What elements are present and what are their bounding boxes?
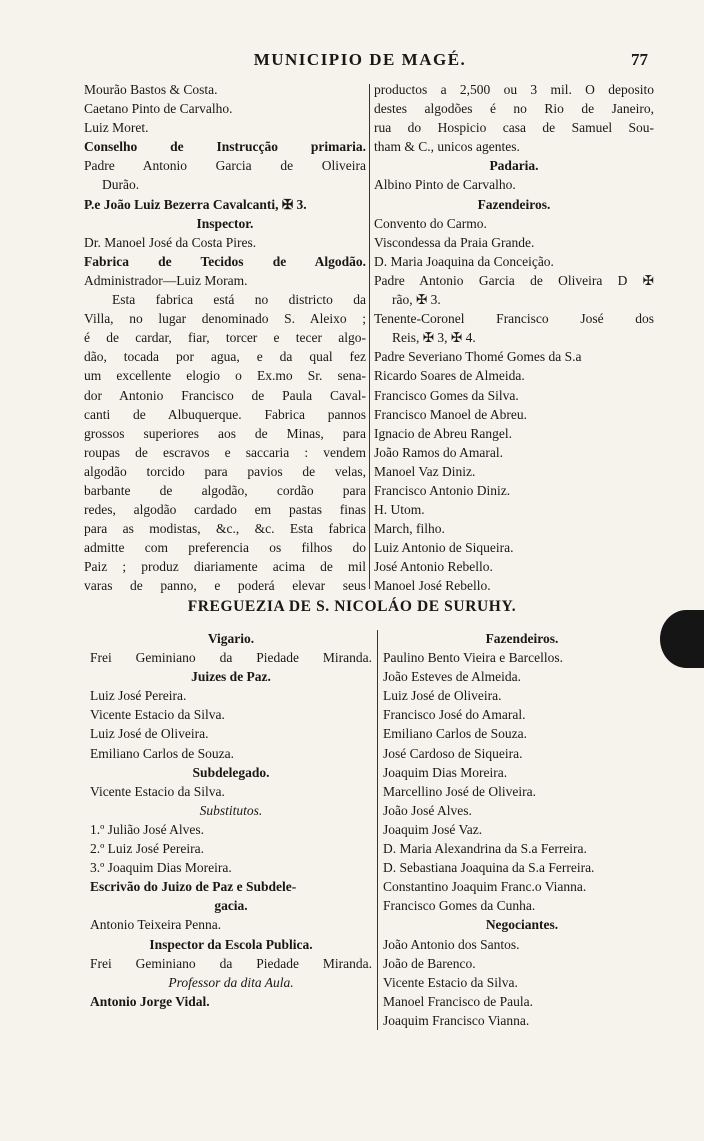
text-line: Esta fabrica está no districto da (112, 292, 366, 308)
ink-blot (660, 610, 704, 668)
section-heading: Fazendeiros. (477, 196, 551, 212)
text-line: P.e João Luiz Bezerra Cavalcanti, ✠ 3. (84, 196, 307, 212)
text-line: João Esteves de Almeida. (383, 669, 521, 685)
text-line: Antonio Teixeira Penna. (90, 917, 222, 933)
text-line: Durão. (102, 177, 140, 193)
text-line: Francisco Manoel de Abreu. (374, 406, 527, 422)
text-line: Caetano Pinto de Carvalho. (84, 101, 233, 117)
text-line: Paiz ; produz diariamente acima de mil (84, 559, 366, 575)
upper-right-column (374, 80, 654, 596)
text-line: tham & C., unicos agentes. (374, 139, 520, 155)
section-heading: Juizes de Paz. (191, 669, 271, 685)
section-heading: Inspector da Escola Publica. (149, 936, 313, 952)
section-heading: Inspector. (196, 215, 254, 231)
text-line: productos a 2,500 ou 3 mil. O deposito (374, 82, 654, 97)
text-line: Padre Antonio Garcia de Oliveira D ✠ (374, 272, 654, 288)
text-line: Convento do Carmo. (374, 215, 487, 231)
upper-left-column (84, 80, 366, 596)
text-line: 2.º Luiz José Pereira. (90, 841, 205, 857)
text-line: Professor da dita Aula. (168, 974, 294, 990)
text-line: Luiz José de Oliveira. (383, 688, 502, 704)
text-line: Frei Geminiano da Piedade Miranda. (90, 955, 372, 971)
running-header (0, 50, 704, 72)
text-line: dor Antonio Francisco de Paula Caval- (84, 387, 366, 403)
text-line: barbante de algodão, cordão para (84, 482, 366, 498)
text-line: Villa, no lugar denominado S. Aleixo ; (84, 311, 366, 327)
text-line: é de cardar, fiar, torcer e tecer algo- (84, 330, 366, 346)
text-line: Reis, ✠ 3, ✠ 4. (392, 330, 476, 346)
text-line: Paulino Bento Vieira e Barcellos. (383, 650, 564, 666)
text-line: 1.º Julião José Alves. (90, 821, 205, 837)
text-line: D. Sebastiana Joaquina da S.a Ferreira. (383, 860, 595, 876)
text-line: admitte com preferencia os filhos do (84, 540, 366, 556)
text-line: Luiz Moret. (84, 120, 149, 136)
text-line: Padre Severiano Thomé Gomes da S.a (374, 349, 582, 365)
text-line: Mourão Bastos & Costa. (84, 82, 218, 97)
text-line: José Cardoso de Siqueira. (383, 745, 523, 761)
text-line: Joaquim Francisco Vianna. (383, 1012, 530, 1028)
text-line: Dr. Manoel José da Costa Pires. (84, 234, 257, 250)
text-line: Luiz José Pereira. (90, 688, 187, 704)
text-line: Joaquim José Vaz. (383, 821, 483, 837)
lower-column-divider (377, 630, 378, 1030)
text-line: João José Alves. (383, 802, 472, 818)
text-line: Albino Pinto de Carvalho. (374, 177, 516, 193)
text-line: João Ramos do Amaral. (374, 444, 503, 460)
header-title: MUNICIPIO DE MAGÉ. (253, 50, 467, 69)
text-line: D. Maria Joaquina da Conceição. (374, 253, 554, 269)
text-line: Frei Geminiano da Piedade Miranda. (90, 650, 372, 666)
text-line: Emiliano Carlos de Souza. (383, 726, 527, 742)
section-title: FREGUEZIA DE S. NICOLÁO DE SURUHY. (187, 598, 517, 615)
text-line: Escrivão do Juizo de Paz e Subdele- (90, 879, 297, 895)
section-heading: Vigario. (207, 631, 255, 646)
text-line: grossos superiores aos de Minas, para (84, 425, 366, 441)
text-line: Ricardo Soares de Almeida. (374, 368, 525, 384)
section-heading: Negociantes. (485, 917, 559, 933)
text-line: canti de Albuquerque. Fabrica pannos (84, 406, 366, 422)
section-heading: Fazendeiros. (485, 631, 559, 646)
text-line: Fabrica de Tecidos de Algodão. (84, 253, 366, 269)
text-line: Vicente Estacio da Silva. (383, 974, 518, 990)
text-line: Padre Antonio Garcia de Oliveira (84, 158, 366, 174)
text-line: Francisco Gomes da Cunha. (383, 898, 536, 914)
text-line: Joaquim Dias Moreira. (383, 764, 508, 780)
text-line: rão, ✠ 3. (392, 292, 441, 308)
text-line: dão, tocada por agua, e da qual fez (84, 349, 366, 365)
text-line: destes algodões é no Rio de Janeiro, (374, 101, 654, 117)
text-line: Vicente Estacio da Silva. (90, 707, 225, 723)
text-line: H. Utom. (374, 502, 425, 518)
section-heading: Subdelegado. (192, 764, 270, 780)
text-line: Ignacio de Abreu Rangel. (374, 425, 512, 441)
text-line: roupas de escravos e saccaria : vendem (84, 444, 366, 460)
text-line: Manoel Francisco de Paula. (383, 993, 533, 1009)
text-line: Francisco Gomes da Silva. (374, 387, 519, 403)
text-line: Manoel Vaz Diniz. (374, 463, 476, 479)
text-line: 3.º Joaquim Dias Moreira. (90, 860, 232, 876)
text-line: varas de panno, e poderá elevar seus (84, 578, 366, 594)
text-line: Francisco José do Amaral. (383, 707, 526, 723)
text-line: redes, algodão cardado em pastas finas (84, 502, 366, 518)
text-line: Emiliano Carlos de Souza. (90, 745, 234, 761)
text-line: Administrador—Luiz Moram. (84, 272, 248, 288)
text-line: um excellente elogio o Ex.mo Sr. sena- (84, 368, 366, 384)
text-line: Francisco Antonio Diniz. (374, 482, 511, 498)
text-line: Conselho de Instrucção primaria. (84, 139, 366, 155)
text-line: Manoel José Rebello. (374, 578, 491, 594)
text-line: Constantino Joaquim Franc.o Vianna. (383, 879, 587, 895)
text-line: para as modistas, &c., &c. Esta fabrica (84, 521, 366, 537)
section-heading: Padaria. (489, 158, 539, 174)
text-line: Marcellino José de Oliveira. (383, 783, 536, 799)
page-number: 77 (631, 50, 648, 69)
lower-right-column (383, 629, 661, 1030)
text-line: algodão torcido para pavios de velas, (84, 463, 366, 479)
text-line: Viscondessa da Praia Grande. (374, 234, 535, 250)
text-line: March, filho. (374, 521, 445, 537)
text-line: Luiz José de Oliveira. (90, 726, 209, 742)
text-line: rua do Hospicio casa de Samuel Sou- (374, 120, 654, 136)
lower-left-column (90, 629, 372, 1011)
text-line: D. Maria Alexandrina da S.a Ferreira. (383, 841, 587, 857)
text-line: Antonio Jorge Vidal. (90, 993, 210, 1009)
text-line: Substitutos. (199, 802, 263, 818)
text-line: João Antonio dos Santos. (383, 936, 520, 952)
text-line: Tenente-Coronel Francisco José dos (374, 311, 654, 327)
text-line: José Antonio Rebello. (374, 559, 493, 575)
text-line: Luiz Antonio de Siqueira. (374, 540, 514, 556)
text-line: Vicente Estacio da Silva. (90, 783, 225, 799)
text-line: João de Barenco. (383, 955, 476, 971)
upper-column-divider (369, 84, 370, 589)
section-heading: gacia. (214, 898, 248, 914)
